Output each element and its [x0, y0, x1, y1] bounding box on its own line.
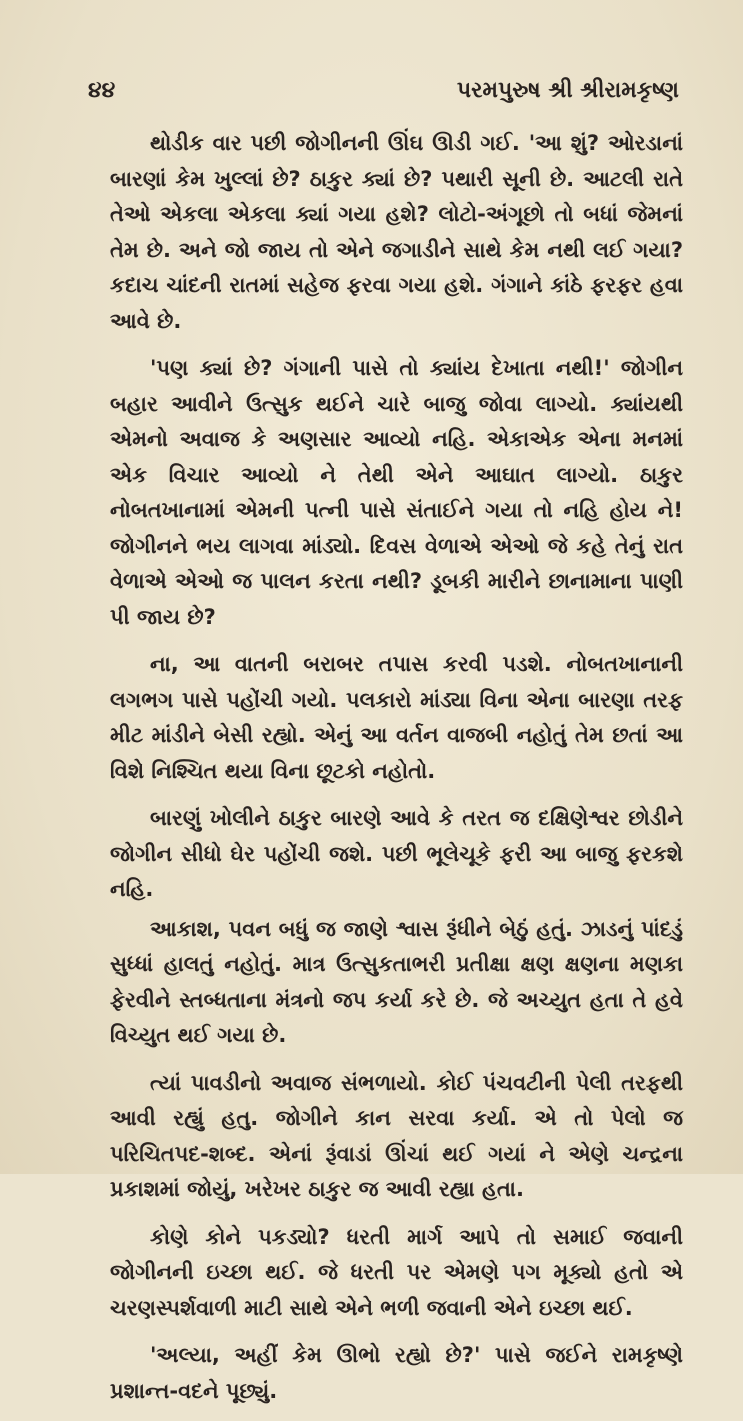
running-title: પરમપુરુષ શ્રી શ્રીરામકૃષ્ણ [456, 78, 679, 103]
page-header [88, 78, 679, 103]
paragraph: થોડીક વાર પછી જોગીનની ઊંઘ ઊડી ગઈ. 'આ શું? ઓરડાનાં બારણાં કેમ ખુલ્લાં છે? ઠાકુર ક્યાં છે? પથારી સૂની છે. આટલી રાતે તેઓ એકલા એકલા ક્યાં ગયા હશે? લોટો-અંગૂછો તો બધાં જેમનાં તેમ છે. અને જો જાય તો એને જગાડીને સાથે કેમ નથી લઈ ગયા? કદાચ ચાંદની રાતમાં સહેજ ફરવા ગયા હશે. ગંગાને કાંઠે ફરફર હવા આવે છે. [110, 131, 683, 333]
paragraph: 'પણ ક્યાં છે? ગંગાની પાસે તો ક્યાંય દેખાતા નથી!' જોગીન બહાર આવીને ઉત્સુક થઈને ચારે બાજુ જોવા લાગ્યો. ક્યાંયથી એમનો અવાજ કે અણસાર આવ્યો નહિ. એકાએક એના મનમાં એક વિચાર આવ્યો ને તેથી એને આઘાત લાગ્યો. ઠાકુર નોબતખાનામાં એમની પત્ની પાસે સંતાઈને ગયા તો નહિ હોય ને! જોગીનને ભય લાગવા માંડ્યો. દિવસ વેળાએ એઓ જે કહે તેનું રાત વેળાએ એઓ જ પાલન કરતા નથી? ડૂબકી મારીને છાનામાના પાણી પી જાય છે? [110, 356, 683, 629]
paragraph: 'અલ્યા, અહીં કેમ ઊભો રહ્યો છે?' પાસે જઈને રામકૃષ્ણે પ્રશાન્ત-વદને પૂછ્યું. [110, 1343, 683, 1403]
page-number: ૪૪ [88, 78, 116, 103]
paragraph: ત્યાં પાવડીનો અવાજ સંભળાયો. કોઈ પંચવટીની પેલી તરફથી આવી રહ્યું હતુ. જોગીને કાન સરવા કર્યા. એ તો પેલો જ પરિચિતપદ-શબ્દ. એનાં રૂંવાડાં ઊંચાં થઈ ગયાં ને એણે ચન્દ્રના પ્રકાશમાં જોયું, ખરેખર ઠાકુર જ આવી રહ્યા હતા. [110, 1070, 683, 1201]
page-body [110, 126, 683, 1421]
paragraph: આકાશ, પવન બધું જ જાણે શ્વાસ રૂંધીને બેઠું હતું. ઝાડનું પાંદડું સુધ્ધાં હાલતું નહોતું. માત્ર ઉત્સુકતાભરી પ્રતીક્ષા ક્ષણ ક્ષણના મણકા ફેરવીને સ્તબ્ધતાના મંત્રનો જપ કર્યા કરે છે. જે અચ્યુત હતા તે હવે વિચ્યુત થઈ ગયા છે. [110, 916, 683, 1047]
paragraph: ના, આ વાતની બરાબર તપાસ કરવી પડશે. નોબતખાનાની લગભગ પાસે પહોંચી ગયો. પલકારો માંડ્યા વિના એના બારણા તરફ મીટ માંડીને બેસી રહ્યો. એનું આ વર્તન વાજબી નહોતું તેમ છતાં આ વિશે નિશ્ચિત થયા વિના છૂટકો નહોતો. [110, 652, 683, 783]
paragraph: બારણું ખોલીને ઠાકુર બારણે આવે કે તરત જ દક્ષિણેશ્વર છોડીને જોગીન સીધો ઘેર પહોંચી જશે. પછી ભૂલેચૂકે ફરી આ બાજુ ફરકશે નહિ. [110, 806, 683, 901]
paragraph: કોણે કોને પકડ્યો? ધરતી માર્ગ આપે તો સમાઈ જવાની જોગીનની ઇચ્છા થઈ. જે ધરતી પર એમણે પગ મૂક્યો હતો એ ચરણસ્પર્શવાળી માટી સાથે એને ભળી જવાની એને ઇચ્છા થઈ. [110, 1224, 683, 1320]
